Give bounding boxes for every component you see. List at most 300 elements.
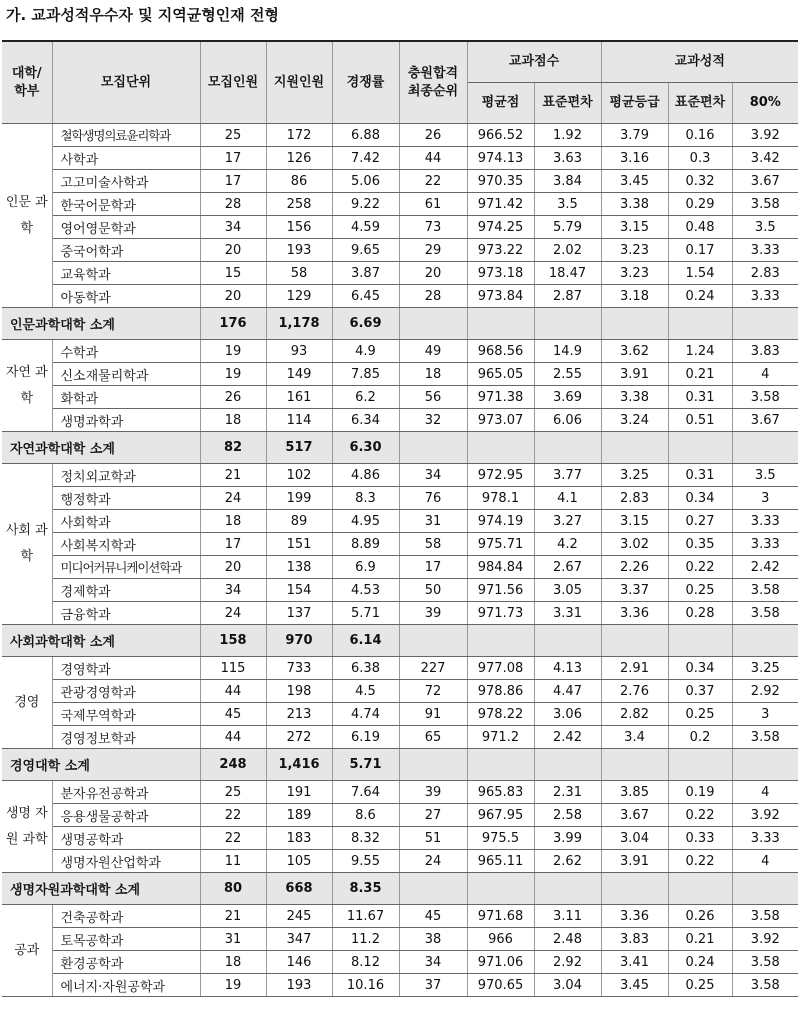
college-group-label: 공과	[2, 905, 52, 997]
cell-quota: 24	[200, 487, 266, 510]
department-name: 경영정보학과	[52, 726, 200, 749]
cell-quota: 18	[200, 510, 266, 533]
cell-grade-mean: 3.45	[601, 974, 668, 997]
cell-applicants: 114	[266, 409, 332, 432]
subtotal-ratio: 5.71	[332, 749, 399, 781]
cell-applicants: 102	[266, 464, 332, 487]
cell-grade-80: 3.33	[732, 533, 798, 556]
cell-score-mean: 965.05	[467, 363, 534, 386]
empty-cell	[534, 749, 601, 781]
cell-score-sd: 3.69	[534, 386, 601, 409]
cell-score-mean: 978.86	[467, 680, 534, 703]
cell-grade-sd: 0.31	[668, 386, 732, 409]
cell-ratio: 11.67	[332, 905, 399, 928]
table-row	[2, 657, 798, 680]
empty-cell	[601, 308, 668, 340]
subtotal-label: 사회과학대학 소계	[2, 625, 200, 657]
college-group-label: 인문 과학	[2, 124, 52, 308]
cell-grade-sd: 0.51	[668, 409, 732, 432]
cell-grade-80: 3.58	[732, 951, 798, 974]
cell-grade-80: 3.58	[732, 602, 798, 625]
subtotal-ratio: 8.35	[332, 873, 399, 905]
table-row	[2, 510, 798, 533]
cell-applicants: 189	[266, 804, 332, 827]
subtotal-ratio: 6.14	[332, 625, 399, 657]
subtotal-row	[2, 625, 798, 657]
cell-grade-80: 3.83	[732, 340, 798, 363]
cell-rank: 18	[399, 363, 467, 386]
cell-quota: 24	[200, 602, 266, 625]
cell-quota: 28	[200, 193, 266, 216]
table-row	[2, 124, 798, 147]
department-name: 분자유전공학과	[52, 781, 200, 804]
cell-grade-mean: 3.79	[601, 124, 668, 147]
table-row	[2, 556, 798, 579]
department-name: 행정학과	[52, 487, 200, 510]
cell-score-sd: 3.77	[534, 464, 601, 487]
subtotal-ratio: 6.30	[332, 432, 399, 464]
cell-score-mean: 974.13	[467, 147, 534, 170]
cell-rank: 34	[399, 951, 467, 974]
table-row	[2, 340, 798, 363]
subtotal-applicants: 970	[266, 625, 332, 657]
table-row	[2, 285, 798, 308]
cell-applicants: 58	[266, 262, 332, 285]
cell-grade-sd: 0.35	[668, 533, 732, 556]
cell-score-mean: 975.5	[467, 827, 534, 850]
college-group-label: 사회 과학	[2, 464, 52, 625]
cell-score-sd: 3.04	[534, 974, 601, 997]
cell-grade-mean: 3.04	[601, 827, 668, 850]
cell-grade-80: 3.5	[732, 216, 798, 239]
cell-grade-80: 3.5	[732, 464, 798, 487]
cell-score-mean: 975.71	[467, 533, 534, 556]
cell-applicants: 193	[266, 974, 332, 997]
cell-grade-80: 3	[732, 487, 798, 510]
cell-grade-80: 3.67	[732, 409, 798, 432]
cell-ratio: 9.22	[332, 193, 399, 216]
table-row	[2, 850, 798, 873]
cell-ratio: 5.71	[332, 602, 399, 625]
cell-applicants: 183	[266, 827, 332, 850]
cell-score-sd: 3.99	[534, 827, 601, 850]
cell-rank: 34	[399, 464, 467, 487]
cell-score-mean: 971.68	[467, 905, 534, 928]
cell-score-sd: 2.62	[534, 850, 601, 873]
cell-quota: 19	[200, 363, 266, 386]
cell-quota: 17	[200, 533, 266, 556]
cell-applicants: 161	[266, 386, 332, 409]
cell-grade-mean: 3.37	[601, 579, 668, 602]
department-name: 한국어문학과	[52, 193, 200, 216]
cell-grade-sd: 0.29	[668, 193, 732, 216]
cell-grade-mean: 3.38	[601, 386, 668, 409]
cell-grade-80: 3.33	[732, 827, 798, 850]
header-college: 대학/ 학부	[2, 41, 52, 124]
empty-cell	[399, 625, 467, 657]
empty-cell	[601, 625, 668, 657]
header-unit: 모집단위	[52, 41, 200, 124]
department-name: 생명자원산업학과	[52, 850, 200, 873]
cell-quota: 25	[200, 781, 266, 804]
table-row	[2, 386, 798, 409]
cell-rank: 58	[399, 533, 467, 556]
cell-score-mean: 971.2	[467, 726, 534, 749]
cell-grade-80: 2.83	[732, 262, 798, 285]
header-score-sd: 표준편차	[534, 83, 601, 124]
cell-applicants: 193	[266, 239, 332, 262]
cell-ratio: 6.19	[332, 726, 399, 749]
cell-grade-mean: 3.15	[601, 216, 668, 239]
subtotal-quota: 176	[200, 308, 266, 340]
empty-cell	[601, 432, 668, 464]
cell-quota: 11	[200, 850, 266, 873]
cell-score-mean: 973.22	[467, 239, 534, 262]
cell-quota: 21	[200, 464, 266, 487]
empty-cell	[668, 432, 732, 464]
empty-cell	[399, 308, 467, 340]
cell-score-mean: 971.38	[467, 386, 534, 409]
cell-grade-80: 3.67	[732, 170, 798, 193]
cell-applicants: 93	[266, 340, 332, 363]
cell-applicants: 138	[266, 556, 332, 579]
cell-applicants: 733	[266, 657, 332, 680]
subtotal-row	[2, 308, 798, 340]
cell-applicants: 156	[266, 216, 332, 239]
cell-grade-mean: 3.16	[601, 147, 668, 170]
cell-score-sd: 4.47	[534, 680, 601, 703]
cell-score-sd: 3.63	[534, 147, 601, 170]
table-row	[2, 147, 798, 170]
cell-grade-mean: 2.82	[601, 703, 668, 726]
cell-quota: 15	[200, 262, 266, 285]
cell-quota: 115	[200, 657, 266, 680]
empty-cell	[668, 625, 732, 657]
subtotal-label: 생명자원과학대학 소계	[2, 873, 200, 905]
cell-grade-sd: 0.31	[668, 464, 732, 487]
cell-grade-sd: 0.34	[668, 487, 732, 510]
table-row	[2, 239, 798, 262]
empty-cell	[732, 873, 798, 905]
cell-grade-80: 3.92	[732, 928, 798, 951]
cell-applicants: 191	[266, 781, 332, 804]
empty-cell	[399, 749, 467, 781]
cell-ratio: 4.74	[332, 703, 399, 726]
cell-score-mean: 978.22	[467, 703, 534, 726]
cell-score-sd: 18.47	[534, 262, 601, 285]
cell-ratio: 4.53	[332, 579, 399, 602]
cell-rank: 17	[399, 556, 467, 579]
cell-score-sd: 2.87	[534, 285, 601, 308]
cell-grade-mean: 3.91	[601, 850, 668, 873]
cell-rank: 45	[399, 905, 467, 928]
cell-grade-80: 3.42	[732, 147, 798, 170]
table-row	[2, 905, 798, 928]
cell-applicants: 245	[266, 905, 332, 928]
cell-score-sd: 2.02	[534, 239, 601, 262]
cell-grade-mean: 3.18	[601, 285, 668, 308]
department-name: 토목공학과	[52, 928, 200, 951]
cell-grade-sd: 0.28	[668, 602, 732, 625]
cell-quota: 21	[200, 905, 266, 928]
empty-cell	[534, 308, 601, 340]
cell-ratio: 8.3	[332, 487, 399, 510]
department-name: 사회학과	[52, 510, 200, 533]
cell-quota: 44	[200, 680, 266, 703]
cell-grade-mean: 3.15	[601, 510, 668, 533]
cell-rank: 76	[399, 487, 467, 510]
cell-ratio: 4.59	[332, 216, 399, 239]
cell-score-sd: 5.79	[534, 216, 601, 239]
cell-quota: 17	[200, 170, 266, 193]
cell-quota: 45	[200, 703, 266, 726]
table-row	[2, 262, 798, 285]
table-row	[2, 703, 798, 726]
cell-grade-80: 3.33	[732, 510, 798, 533]
cell-grade-mean: 3.23	[601, 262, 668, 285]
department-name: 관광경영학과	[52, 680, 200, 703]
table-body	[2, 124, 798, 997]
table-row	[2, 951, 798, 974]
cell-grade-sd: 0.27	[668, 510, 732, 533]
cell-grade-80: 3.58	[732, 726, 798, 749]
department-name: 신소재물리학과	[52, 363, 200, 386]
cell-rank: 27	[399, 804, 467, 827]
department-name: 경제학과	[52, 579, 200, 602]
cell-score-mean: 971.73	[467, 602, 534, 625]
cell-ratio: 6.88	[332, 124, 399, 147]
cell-score-mean: 965.83	[467, 781, 534, 804]
empty-cell	[467, 308, 534, 340]
cell-score-mean: 974.19	[467, 510, 534, 533]
cell-applicants: 86	[266, 170, 332, 193]
cell-score-mean: 968.56	[467, 340, 534, 363]
cell-quota: 19	[200, 974, 266, 997]
cell-ratio: 4.5	[332, 680, 399, 703]
cell-applicants: 347	[266, 928, 332, 951]
cell-grade-mean: 2.83	[601, 487, 668, 510]
cell-rank: 39	[399, 602, 467, 625]
cell-ratio: 6.45	[332, 285, 399, 308]
department-name: 경영학과	[52, 657, 200, 680]
cell-ratio: 6.38	[332, 657, 399, 680]
admission-results-table	[2, 40, 798, 997]
cell-grade-mean: 2.76	[601, 680, 668, 703]
cell-quota: 22	[200, 804, 266, 827]
cell-grade-mean: 3.23	[601, 239, 668, 262]
empty-cell	[399, 432, 467, 464]
table-row	[2, 781, 798, 804]
table-row	[2, 170, 798, 193]
table-row	[2, 579, 798, 602]
cell-score-sd: 3.84	[534, 170, 601, 193]
page-title: 가. 교과성적우수자 및 지역균형인재 전형	[6, 6, 279, 24]
department-name: 아동학과	[52, 285, 200, 308]
cell-rank: 56	[399, 386, 467, 409]
header-score-mean: 평균점	[467, 83, 534, 124]
cell-rank: 28	[399, 285, 467, 308]
empty-cell	[467, 749, 534, 781]
empty-cell	[668, 749, 732, 781]
cell-ratio: 9.55	[332, 850, 399, 873]
cell-rank: 227	[399, 657, 467, 680]
cell-rank: 38	[399, 928, 467, 951]
cell-score-mean: 971.06	[467, 951, 534, 974]
cell-grade-mean: 2.91	[601, 657, 668, 680]
cell-score-sd: 3.31	[534, 602, 601, 625]
cell-rank: 22	[399, 170, 467, 193]
table-row	[2, 193, 798, 216]
cell-grade-80: 3.58	[732, 579, 798, 602]
cell-score-mean: 967.95	[467, 804, 534, 827]
cell-applicants: 272	[266, 726, 332, 749]
cell-score-sd: 2.67	[534, 556, 601, 579]
cell-quota: 17	[200, 147, 266, 170]
department-name: 미디어커뮤니케이션학과	[52, 556, 200, 579]
cell-rank: 65	[399, 726, 467, 749]
cell-rank: 32	[399, 409, 467, 432]
cell-quota: 18	[200, 951, 266, 974]
cell-grade-sd: 0.3	[668, 147, 732, 170]
header-score: 교과점수	[467, 41, 601, 83]
cell-grade-sd: 0.25	[668, 974, 732, 997]
cell-quota: 25	[200, 124, 266, 147]
cell-grade-sd: 0.21	[668, 928, 732, 951]
cell-score-sd: 4.1	[534, 487, 601, 510]
cell-score-mean: 970.35	[467, 170, 534, 193]
empty-cell	[732, 308, 798, 340]
cell-applicants: 129	[266, 285, 332, 308]
cell-grade-sd: 0.17	[668, 239, 732, 262]
table-row	[2, 409, 798, 432]
cell-grade-sd: 0.2	[668, 726, 732, 749]
department-name: 사학과	[52, 147, 200, 170]
cell-score-mean: 973.18	[467, 262, 534, 285]
cell-grade-80: 4	[732, 363, 798, 386]
cell-grade-mean: 3.38	[601, 193, 668, 216]
subtotal-applicants: 668	[266, 873, 332, 905]
cell-ratio: 8.12	[332, 951, 399, 974]
table-row	[2, 827, 798, 850]
cell-applicants: 146	[266, 951, 332, 974]
cell-applicants: 258	[266, 193, 332, 216]
cell-grade-sd: 0.22	[668, 556, 732, 579]
cell-rank: 31	[399, 510, 467, 533]
cell-score-sd: 2.31	[534, 781, 601, 804]
cell-grade-mean: 3.02	[601, 533, 668, 556]
cell-score-sd: 2.55	[534, 363, 601, 386]
cell-rank: 50	[399, 579, 467, 602]
cell-applicants: 126	[266, 147, 332, 170]
cell-score-mean: 972.95	[467, 464, 534, 487]
subtotal-label: 인문과학대학 소계	[2, 308, 200, 340]
cell-applicants: 105	[266, 850, 332, 873]
cell-rank: 72	[399, 680, 467, 703]
cell-grade-sd: 0.33	[668, 827, 732, 850]
cell-score-sd: 4.2	[534, 533, 601, 556]
cell-applicants: 199	[266, 487, 332, 510]
cell-quota: 20	[200, 285, 266, 308]
cell-rank: 37	[399, 974, 467, 997]
cell-grade-sd: 0.37	[668, 680, 732, 703]
cell-applicants: 213	[266, 703, 332, 726]
subtotal-quota: 158	[200, 625, 266, 657]
table-row	[2, 804, 798, 827]
empty-cell	[668, 308, 732, 340]
empty-cell	[534, 432, 601, 464]
cell-ratio: 5.06	[332, 170, 399, 193]
cell-score-mean: 978.1	[467, 487, 534, 510]
cell-score-sd: 2.58	[534, 804, 601, 827]
empty-cell	[601, 749, 668, 781]
cell-score-sd: 3.11	[534, 905, 601, 928]
cell-rank: 24	[399, 850, 467, 873]
cell-rank: 73	[399, 216, 467, 239]
department-name: 정치외교학과	[52, 464, 200, 487]
cell-grade-sd: 0.48	[668, 216, 732, 239]
header-grade-80: 80%	[732, 83, 798, 124]
cell-ratio: 6.34	[332, 409, 399, 432]
cell-applicants: 89	[266, 510, 332, 533]
cell-score-mean: 974.25	[467, 216, 534, 239]
department-name: 수학과	[52, 340, 200, 363]
cell-grade-80: 3.58	[732, 193, 798, 216]
cell-grade-mean: 3.36	[601, 905, 668, 928]
cell-ratio: 4.95	[332, 510, 399, 533]
cell-score-mean: 984.84	[467, 556, 534, 579]
college-group-label: 자연 과학	[2, 340, 52, 432]
cell-score-sd: 2.48	[534, 928, 601, 951]
cell-quota: 19	[200, 340, 266, 363]
cell-grade-sd: 1.54	[668, 262, 732, 285]
cell-grade-sd: 0.24	[668, 285, 732, 308]
subtotal-row	[2, 873, 798, 905]
subtotal-quota: 80	[200, 873, 266, 905]
department-name: 교육학과	[52, 262, 200, 285]
department-name: 고고미술사학과	[52, 170, 200, 193]
empty-cell	[732, 625, 798, 657]
cell-ratio: 7.42	[332, 147, 399, 170]
cell-ratio: 10.16	[332, 974, 399, 997]
cell-ratio: 8.89	[332, 533, 399, 556]
cell-score-mean: 965.11	[467, 850, 534, 873]
empty-cell	[467, 873, 534, 905]
empty-cell	[467, 432, 534, 464]
cell-grade-sd: 0.16	[668, 124, 732, 147]
cell-grade-80: 3	[732, 703, 798, 726]
cell-score-sd: 3.05	[534, 579, 601, 602]
subtotal-row	[2, 749, 798, 781]
cell-quota: 44	[200, 726, 266, 749]
subtotal-applicants: 1,416	[266, 749, 332, 781]
table-row	[2, 726, 798, 749]
cell-rank: 29	[399, 239, 467, 262]
cell-score-sd: 3.5	[534, 193, 601, 216]
cell-grade-80: 3.33	[732, 239, 798, 262]
table-header	[2, 41, 798, 124]
cell-grade-mean: 3.36	[601, 602, 668, 625]
cell-applicants: 172	[266, 124, 332, 147]
empty-cell	[601, 873, 668, 905]
cell-ratio: 6.9	[332, 556, 399, 579]
department-name: 생명과학과	[52, 409, 200, 432]
cell-ratio: 8.32	[332, 827, 399, 850]
cell-ratio: 4.9	[332, 340, 399, 363]
table-row	[2, 974, 798, 997]
cell-grade-80: 2.92	[732, 680, 798, 703]
cell-quota: 22	[200, 827, 266, 850]
department-name: 화학과	[52, 386, 200, 409]
